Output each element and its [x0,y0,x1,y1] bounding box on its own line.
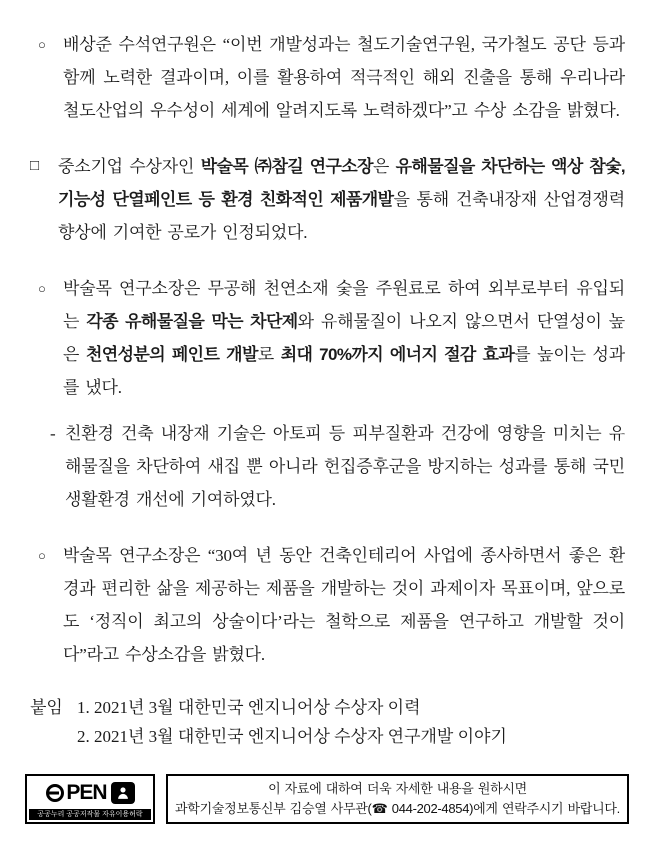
paragraph-text [63,539,625,671]
circle-bullet-marker: ○ [38,37,46,52]
kogl-logo-row [27,776,153,807]
attachment-items [77,694,625,752]
body-text: 와 유해물질이 나오지 않으면서 단열성이 높은 [63,312,626,364]
paragraph-quote-bae [30,28,625,127]
attachment-item-2: 2. 2021년 3월 대한민국 엔지니어상 수상자 연구개발 이야기 [77,727,507,746]
kogl-open-label: PEN [66,780,107,804]
page-footer [25,774,629,824]
kogl-bar-text: 공공누리 공공저작물 자유이용허락 [29,809,151,820]
body-text: 박술목 연구소장은 무공해 천연소재 숯을 주원료로 하여 외부로부터 유입되는 [63,279,625,331]
paragraph-text [63,28,625,127]
emphasis-text: 유해물질을 차단하는 액상 참숯, 기능성 단열페인트 등 환경 친화적인 제품개발 [58,157,625,209]
paragraph-sme-winner [30,150,625,249]
emphasis-text: 각종 유해물질을 막는 차단제 [86,312,298,331]
body-text: 친환경 건축 내장재 기술은 아토피 등 피부질환과 건강에 영향을 미치는 유해물질을 차단하여 새집 뿐 아니라 헌집증후군을 방지하는 성과를 통해 국민 생활환경 개선에 기여하였다. [65,424,625,509]
body-text: 을 통해 건축내장재 산업경쟁력 향상에 기여한 공로가 인정되었다. [58,190,625,242]
attachment-section [30,694,625,752]
body-text: 배상준 수석연구원은 “이번 개발성과는 철도기술연구원, 국가철도 공단 등과 함께 노력한 결과이며, 이를 활용하여 적극적인 해외 진출을 통해 우리나라 철도산업의 우수성이 세계에 알려지도록 노력하겠다”고 수상 소감을 밝혔다. [63,35,625,120]
kogl-swirl-o-icon [45,783,65,803]
contact-line-1: 이 자료에 대하여 더욱 자세한 내용을 원하시면 [268,781,527,796]
body-text: 중소기업 수상자인 [58,157,201,176]
emphasis-text: 박술목 ㈜참길 연구소장 [200,157,373,176]
kogl-open-mark [25,774,155,824]
body-text: 를 높이는 성과를 냈다. [63,345,625,397]
paragraph-eco-tech [30,417,625,516]
contact-info-box [166,774,629,824]
body-text: 은 [372,157,396,176]
paragraph-quote-park [30,539,625,671]
paragraph-text [58,150,625,249]
dash-bullet-marker: - [50,424,56,443]
emphasis-text: 최대 70%까지 에너지 절감 효과 [280,345,515,364]
kogl-person-icon [111,782,135,804]
kogl-open-logo [45,781,106,805]
square-bullet-marker: □ [30,158,39,174]
attachment-label: 붙임 [30,698,63,717]
circle-bullet-marker: ○ [38,548,46,563]
body-text: 로 [257,345,281,364]
body-text: 박술목 연구소장은 “30여 년 동안 건축인테리어 사업에 종사하면서 좋은 환경과 편리한 삶을 제공하는 제품을 개발하는 것이 과제이자 목표이며, 앞으로도 ‘정직이 최고의 상술이다’라는 철학으로 제품을 연구하고 개발할 것이다”라고 수상소감을 밝혔다. [63,546,625,664]
attachment-item-1: 1. 2021년 3월 대한민국 엔지니어상 수상자 이력 [77,698,421,717]
paragraph-achievement [30,272,625,404]
paragraph-text [65,417,625,516]
paragraph-text [63,272,625,404]
circle-bullet-marker: ○ [38,281,46,296]
emphasis-text: 천연성분의 페인트 개발 [85,345,258,364]
contact-line-2: 과학기술정보통신부 김승열 사무관(☎ 044-202-4854)에게 연락주시기 바랍니다. [175,801,620,816]
